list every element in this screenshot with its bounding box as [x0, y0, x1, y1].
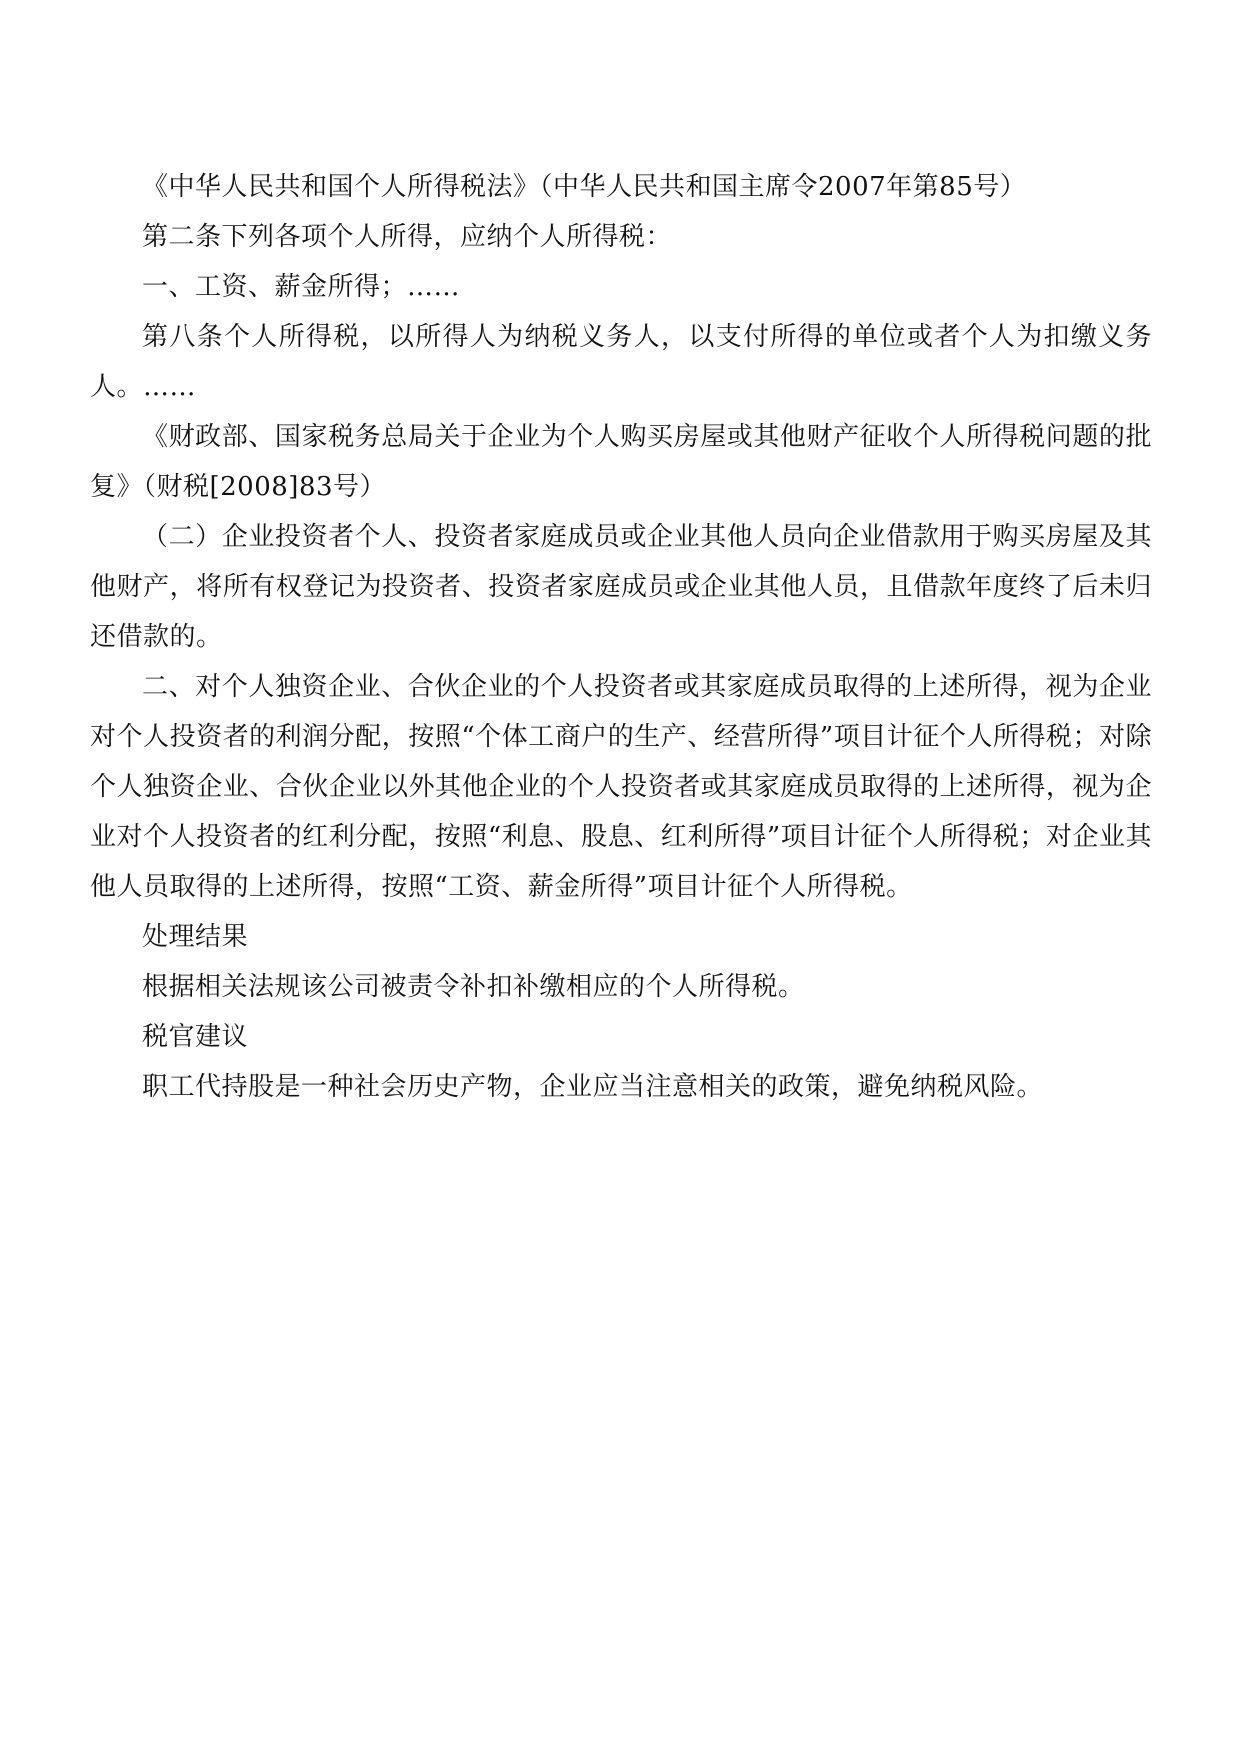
article-two: 第二条下列各项个人所得，应纳个人所得税： — [142, 222, 673, 252]
ministry-reply-citation: 《财政部、国家税务总局关于企业为个人购买房屋或其他财产征收个人所得税问题的批复》（财税[2008]83号） — [90, 422, 1152, 502]
law-citation-title: 《中华人民共和国个人所得税法》（中华人民共和国主席令2007年第85号） — [142, 172, 1027, 202]
heading-handling-result: 处理结果 — [142, 922, 249, 952]
section-two-taxation: 二、对个人独资企业、合伙企业的个人投资者或其家庭成员取得的上述所得，视为企业对个人投资者的利润分配，按照“个体工商户的生产、经营所得”项目计征个人所得税；对除个人独资企业、合伙企业以外其他企业的个人投资者或其家庭成员取得的上述所得，视为企业对个人投资者的红利分配，按照“利息、股息、红利所得”项目计征个人所得税；对企业其他人员取得的上述所得，按照“工资、薪金所得”项目计征个人所得税。 — [90, 672, 1152, 902]
tax-officer-advice-text: 职工代持股是一种社会历史产物，企业应当注意相关的政策，避免纳税风险。 — [142, 1072, 1044, 1102]
heading-tax-officer-advice: 税官建议 — [142, 1022, 249, 1052]
clause-two-loans: （二）企业投资者个人、投资者家庭成员或企业其他人员向企业借款用于购买房屋及其他财产，将所有权登记为投资者、投资者家庭成员或企业其他人员，且借款年度终了后未归还借款的。 — [90, 522, 1152, 652]
item-wages-salaries: 一、工资、薪金所得；…… — [142, 272, 461, 302]
article-eight: 第八条个人所得税，以所得人为纳税义务人，以支付所得的单位或者个人为扣缴义务人。…… — [90, 322, 1152, 402]
document-body — [90, 162, 1152, 1112]
handling-result-text: 根据相关法规该公司被责令补扣补缴相应的个人所得税。 — [142, 972, 805, 1002]
